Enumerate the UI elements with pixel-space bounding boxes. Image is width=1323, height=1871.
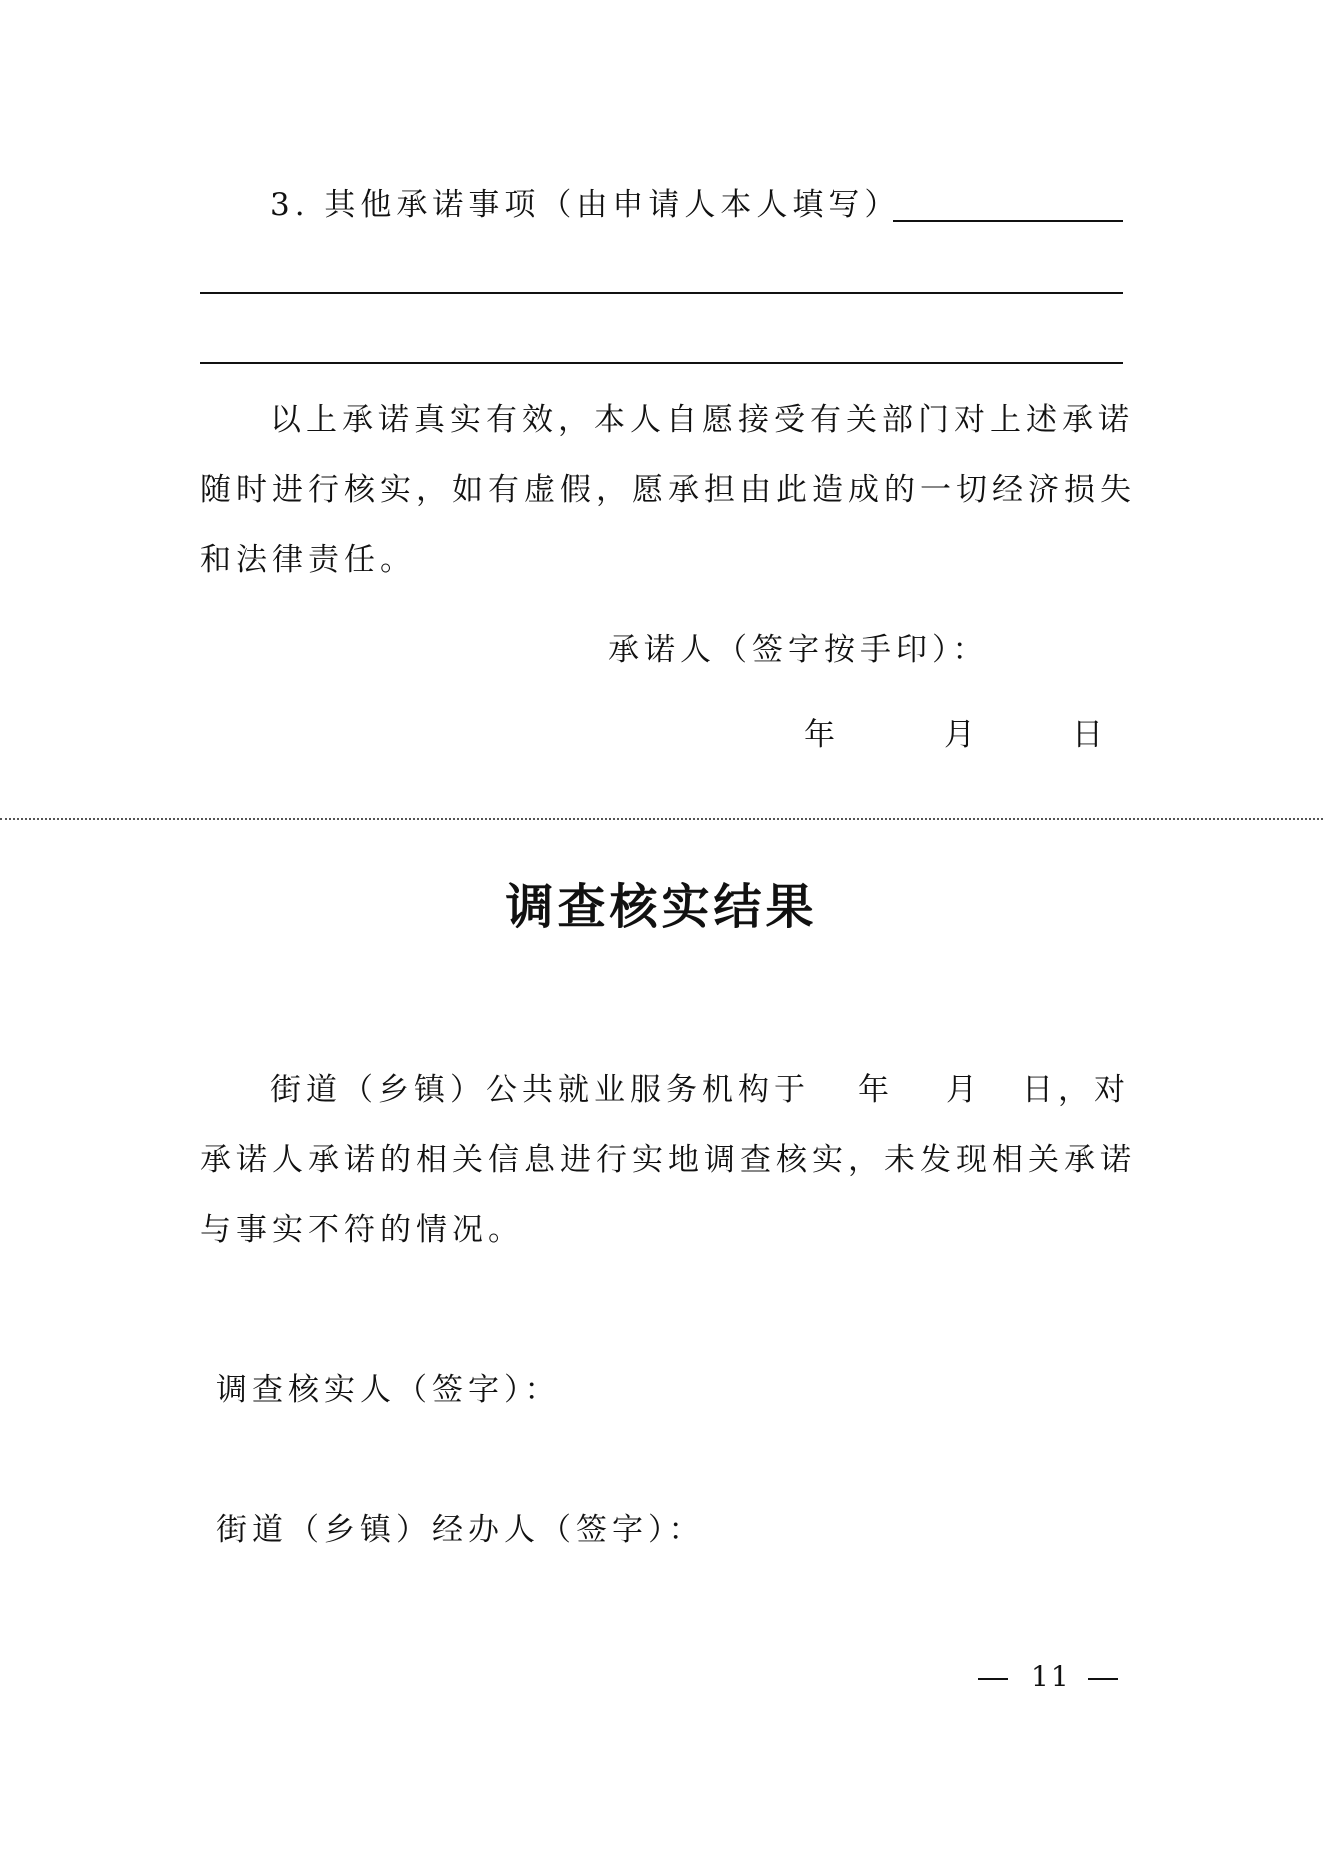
verification-paragraph-part: 街道（乡镇）公共就业服务机构于 xyxy=(270,1072,810,1108)
verification-date-month: 月 xyxy=(946,1072,982,1108)
section-title: 调查核实结果 xyxy=(505,879,818,935)
commitment-paragraph-line: 随时进行核实，如有虚假，愿承担由此造成的一切经济损失 xyxy=(200,472,1136,508)
verification-paragraph-line: 承诺人承诺的相关信息进行实地调查核实，未发现相关承诺 xyxy=(200,1142,1136,1178)
date-day: 日 xyxy=(1072,717,1108,753)
date-year: 年 xyxy=(804,717,840,753)
verification-date-year: 年 xyxy=(858,1072,894,1108)
signer-label: 承诺人（签字按手印）： xyxy=(608,632,989,668)
verification-date-day: 日，对 xyxy=(1022,1072,1130,1108)
fill-in-line[interactable] xyxy=(893,220,1123,222)
handler-signature-label: 街道（乡镇）经办人（签字）： xyxy=(216,1512,705,1548)
page-number-dash-right xyxy=(1088,1678,1118,1680)
item3-label: 3. 其他承诺事项（由申请人本人填写） xyxy=(270,187,901,223)
date-month: 月 xyxy=(944,717,980,753)
fill-in-line[interactable] xyxy=(200,292,1123,294)
commitment-paragraph-line: 以上承诺真实有效，本人自愿接受有关部门对上述承诺 xyxy=(270,402,1134,438)
commitment-paragraph-line: 和法律责任。 xyxy=(200,542,416,578)
fill-in-line[interactable] xyxy=(200,362,1123,364)
verification-paragraph-line: 与事实不符的情况。 xyxy=(200,1212,524,1248)
section-separator xyxy=(0,818,1323,820)
page-number-dash-left xyxy=(978,1678,1008,1680)
investigator-signature-label: 调查核实人（签字）： xyxy=(216,1372,561,1408)
page-number: 11 xyxy=(1031,1660,1071,1693)
